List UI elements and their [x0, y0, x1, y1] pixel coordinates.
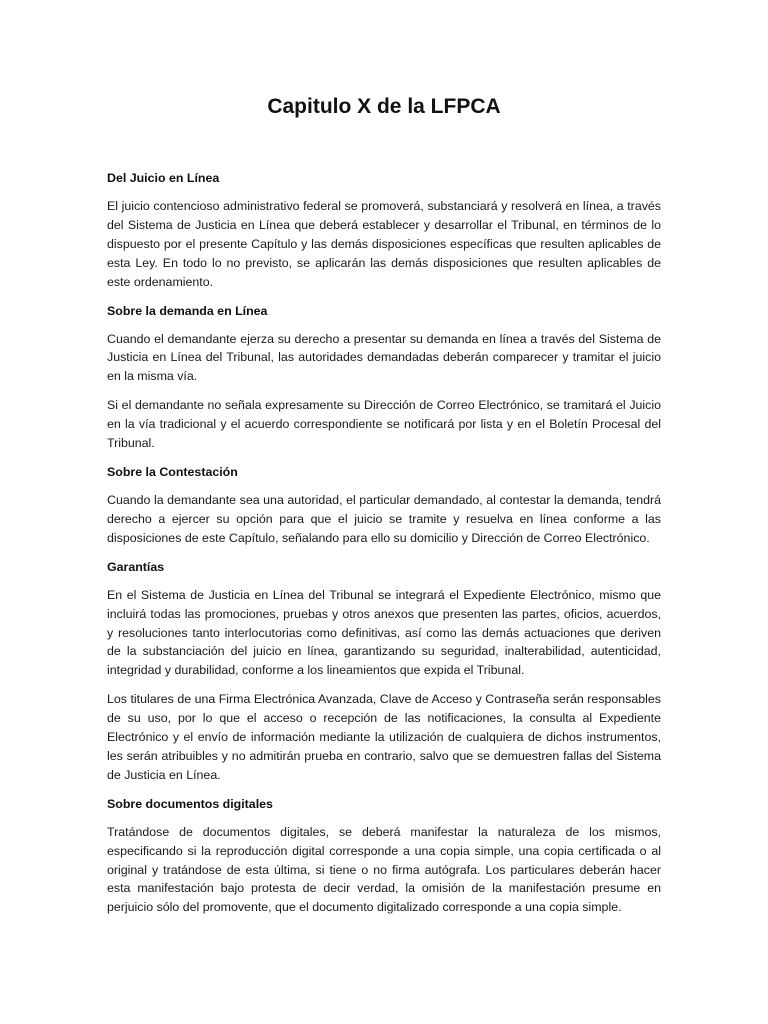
section-paragraph: Los titulares de una Firma Electrónica Avanzada, Clave de Acceso y Contraseña serán responsables de su uso, por lo que el acceso o recepción de las notificaciones, la consulta al Expediente Electrónico y el envío de información mediante la utilización de cualquiera de dichos instrumentos, les serán atribuibles y no admitirán prueba en contrario, salvo que se demuestren fallas del Sistema de Justicia en Línea.	[107, 692, 661, 782]
section-heading: Sobre la demanda en Línea	[107, 303, 268, 318]
section-heading: Garantías	[107, 559, 165, 574]
section-contestacion	[107, 463, 661, 548]
section-documentos-digitales	[107, 795, 661, 918]
section-paragraph: Cuando la demandante sea una autoridad, el particular demandado, al contestar la demanda, tendrá derecho a ejercer su opción para que el juicio se tramite y resuelva en línea conforme a las disposiciones de este Capítulo, señalando para ello su domicilio y Dirección de Correo Electrónico.	[107, 492, 661, 545]
section-juicio-en-linea	[107, 169, 661, 292]
section-paragraph: Si el demandante no señala expresamente su Dirección de Correo Electrónico, se tramitará el Juicio en la vía tradicional y el acuerdo correspondiente se notificará por lista y en el Boletín Procesal del Tribunal.	[107, 398, 661, 451]
section-paragraph: El juicio contencioso administrativo federal se promoverá, substanciará y resolverá en línea, a través del Sistema de Justicia en Línea que deberá establecer y desarrollar el Tribunal, en términos de lo dispuesto por el presente Capítulo y las demás disposiciones específicas que resulten aplicables de esta Ley. En todo lo no previsto, se aplicarán las demás disposiciones que resulten aplicables de este ordenamiento.	[107, 199, 661, 289]
section-heading: Sobre la Contestación	[107, 464, 238, 479]
section-garantias	[107, 558, 661, 785]
document-title: Capitulo X de la LFPCA	[267, 95, 501, 118]
section-demanda-en-linea	[107, 302, 661, 453]
section-paragraph: En el Sistema de Justicia en Línea del Tribunal se integrará el Expediente Electrónico, mismo que incluirá todas las promociones, pruebas y otros anexos que presenten las partes, oficios, acuerdos, y resoluciones tanto interlocutorias como definitivas, así como las demás actuaciones que deriven de la substanciación del juicio en línea, garantizando su seguridad, inalterabilidad, autenticidad, integridad y durabilidad, conforme a los lineamientos que expida el Tribunal.	[107, 587, 661, 678]
section-heading: Sobre documentos digitales	[107, 796, 273, 811]
section-paragraph: Tratándose de documentos digitales, se deberá manifestar la naturaleza de los mismos, especificando si la reproducción digital corresponde a una copia simple, una copia certificada o al original y tratándose de esta última, si tiene o no firma autógrafa. Los particulares deberán hacer esta manifestación bajo protesta de decir verdad, la omisión de la manifestación presume en perjuicio sólo del promovente, que el documento digitalizado corresponde a una copia simple.	[107, 824, 661, 915]
section-paragraph: Cuando el demandante ejerza su derecho a presentar su demanda en línea a través del Sistema de Justicia en Línea del Tribunal, las autoridades demandadas deberán comparecer y tramitar el juicio en la misma vía.	[107, 331, 661, 384]
section-heading: Del Juicio en Línea	[107, 171, 220, 185]
